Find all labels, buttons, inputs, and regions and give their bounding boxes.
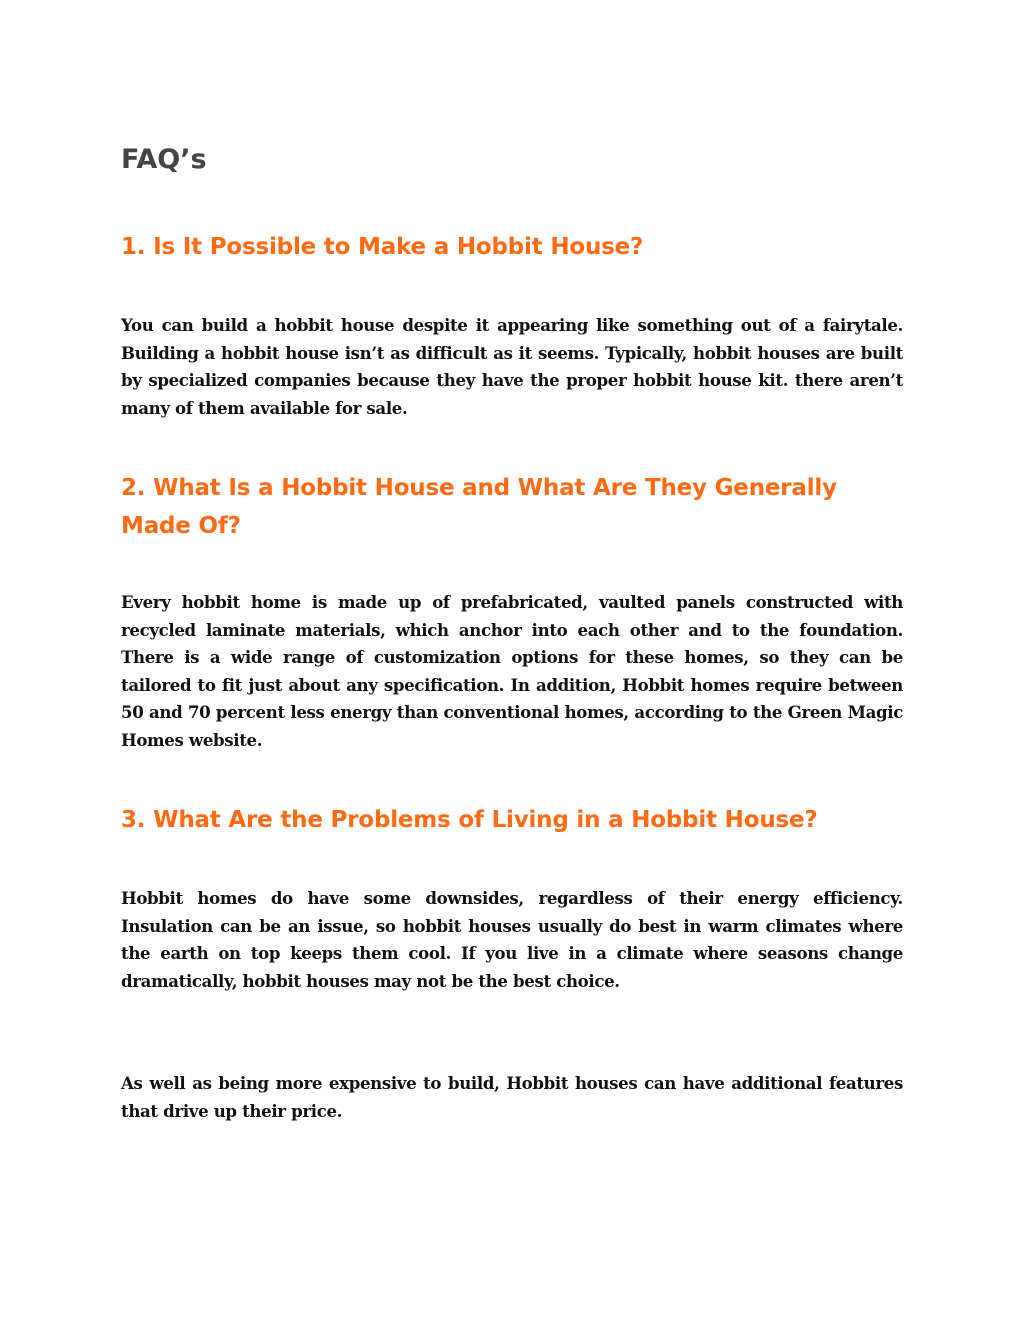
faq-answer-3a: Hobbit homes do have some downsides, regardless of their energy efficiency. Insulation can be an issue, so hobbit houses usually do best in warm climates where the earth on top keeps them cool. If you live in a climate where seasons change dramatically, hobbit houses may not be the best choice.: [121, 888, 903, 991]
faq-answer-3b: As well as being more expensive to build, Hobbit houses can have additional features that drive up their price.: [121, 1073, 903, 1121]
faq-answer-2: Every hobbit home is made up of prefabricated, vaulted panels constructed with recycled laminate materials, which anchor into each other and to the foundation. There is a wide range of customization options for these homes, so they can be tailored to fit just about any specification. In addition, Hobbit homes require between 50 and 70 percent less energy than conventional homes, according to the Green Magic Homes website.: [121, 592, 903, 750]
faq-question-3: 3. What Are the Problems of Living in a Hobbit House?: [121, 807, 818, 833]
faq-question-1: 1. Is It Possible to Make a Hobbit House?: [121, 234, 644, 260]
faq-question-2: 2. What Is a Hobbit House and What Are They Generally Made Of?: [121, 475, 837, 539]
faq-answer-1: You can build a hobbit house despite it appearing like something out of a fairytale. Building a hobbit house isn’t as difficult as it seems. Typically, hobbit houses are built by specialized companies because they have the proper hobbit house kit. there aren’t many of them available for sale.: [121, 315, 903, 418]
page-title: FAQ’s: [121, 144, 207, 175]
